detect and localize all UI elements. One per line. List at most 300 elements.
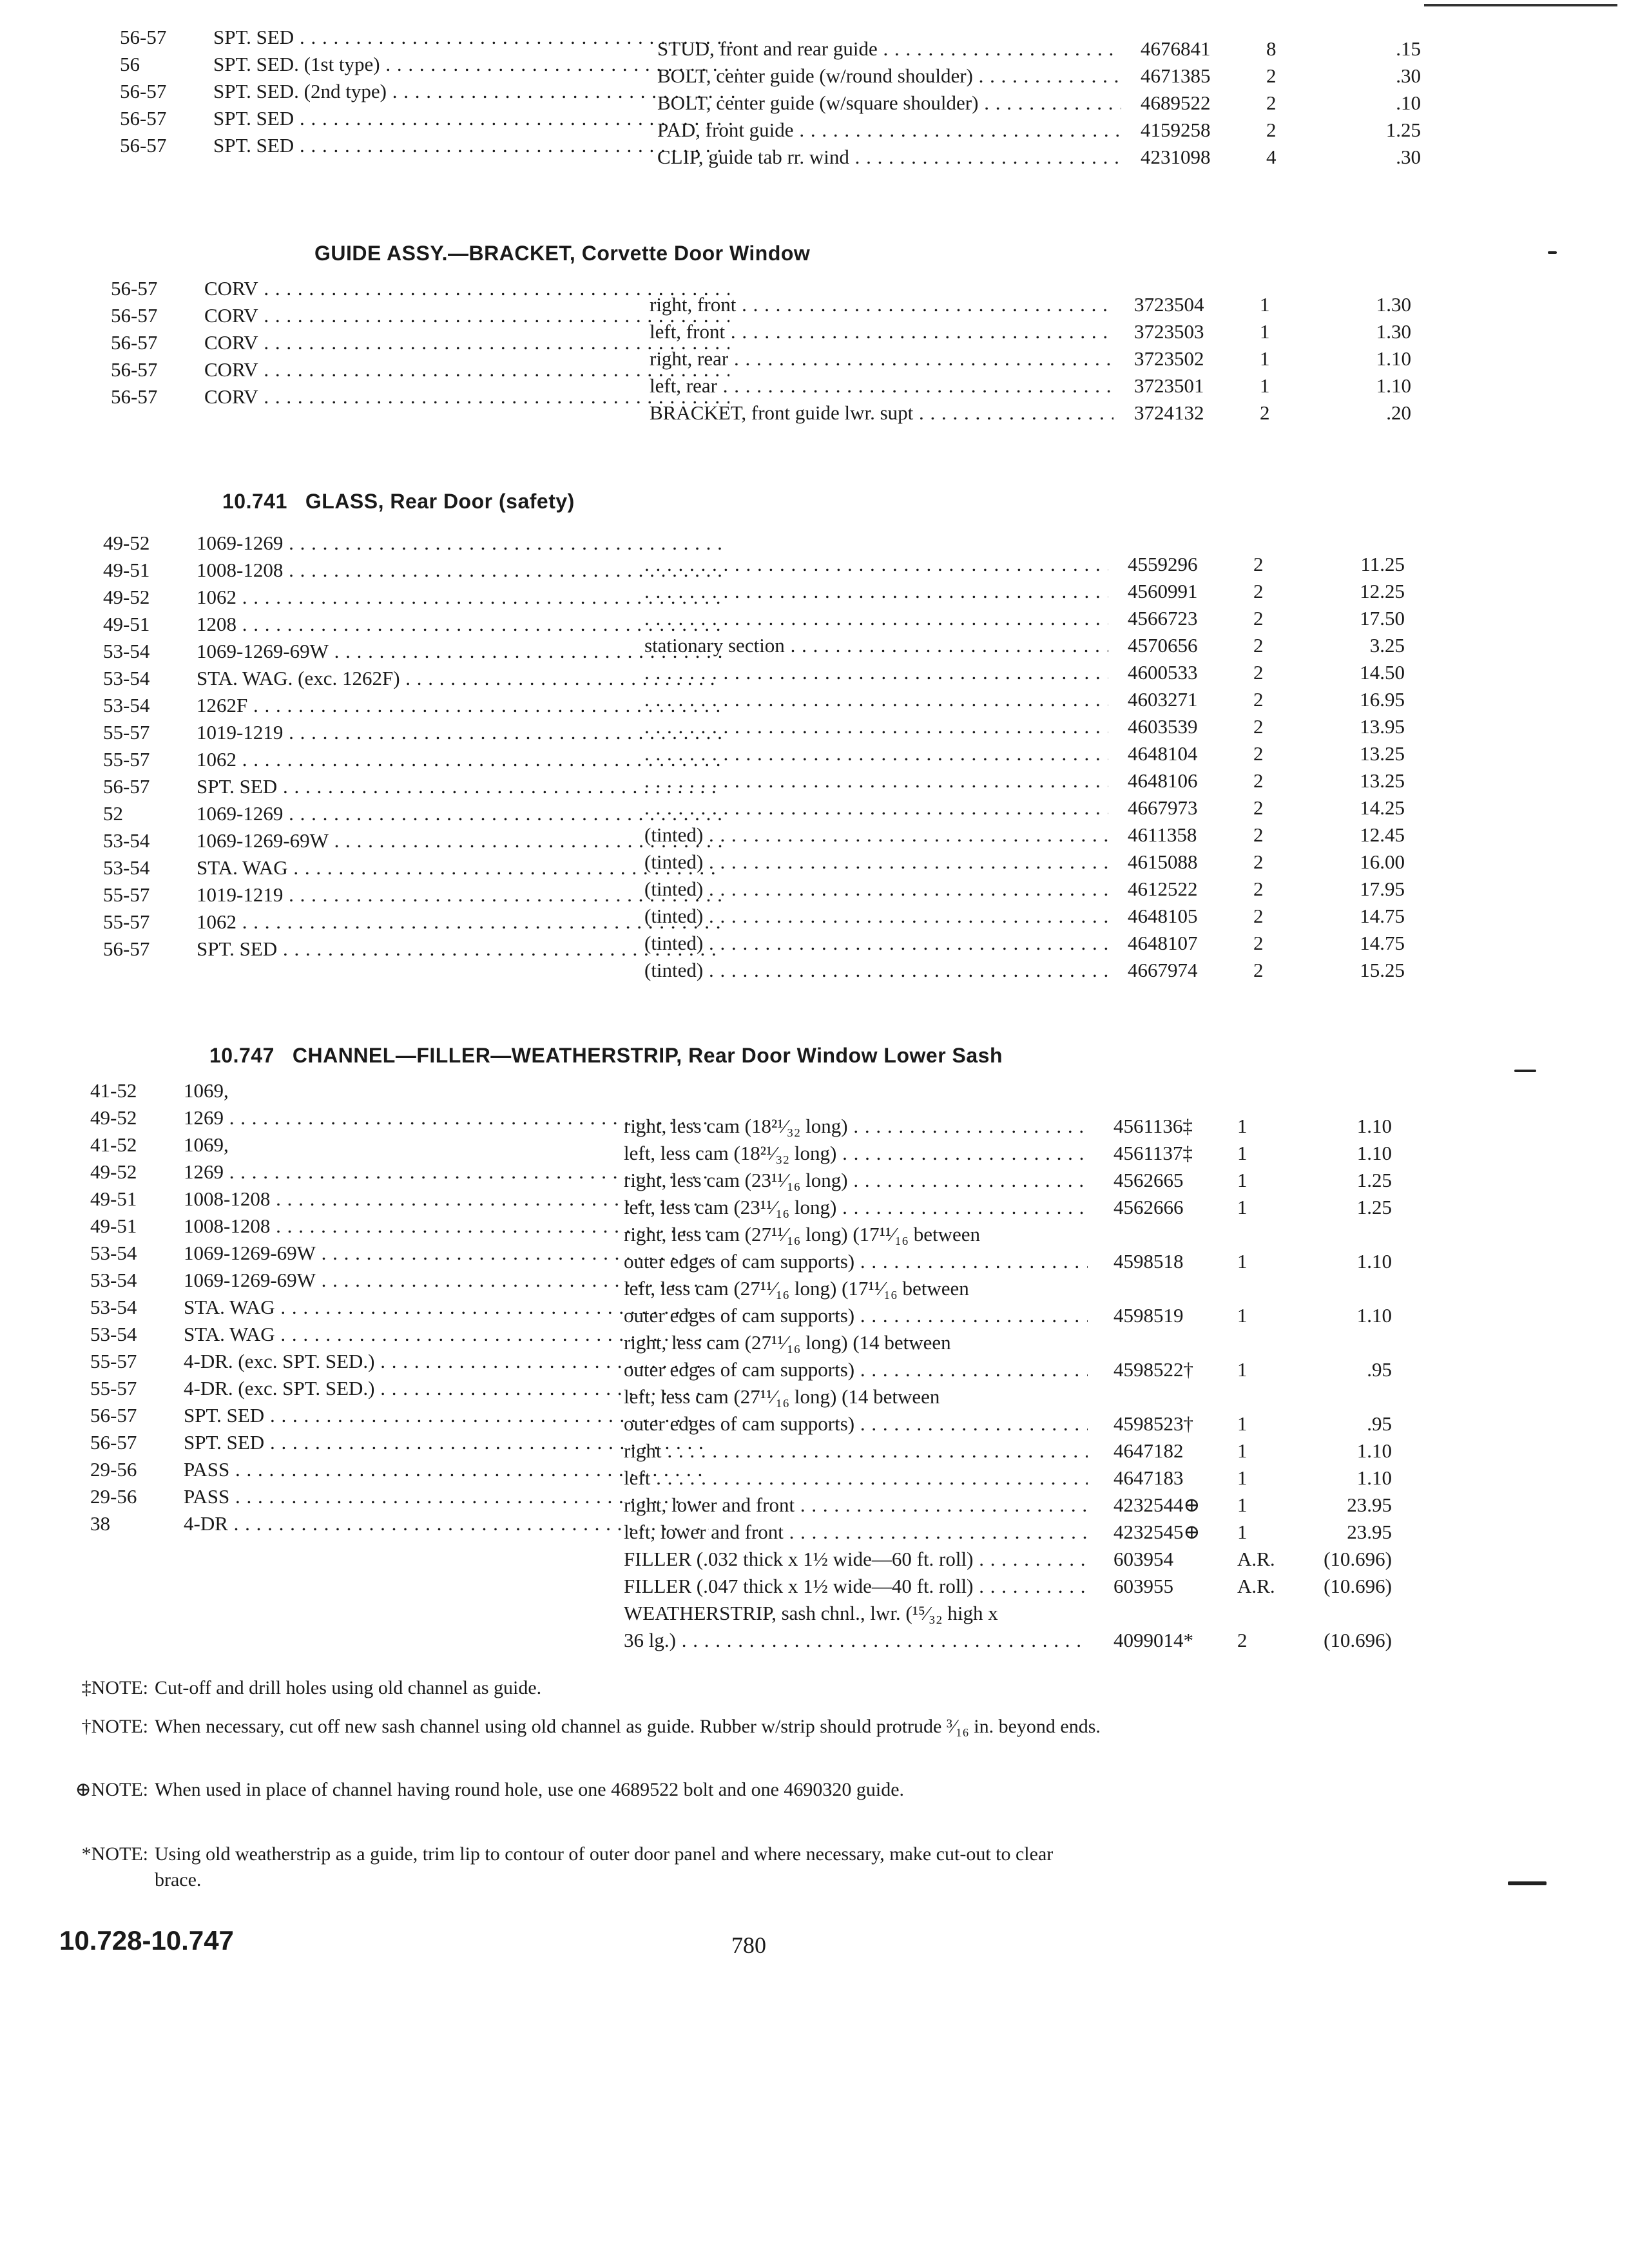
- part-row: [0, 1412, 1629, 1439]
- quantity: 2: [1253, 553, 1264, 575]
- year-range: 29-56: [90, 1458, 137, 1481]
- part-description: [644, 688, 1108, 711]
- part-number: 4615088: [1128, 850, 1198, 873]
- quantity: 2: [1253, 769, 1264, 792]
- part-description: BRACKET, front guide lwr. supt . . .: [650, 401, 1113, 425]
- part-row: [0, 1439, 1629, 1466]
- part-number: 4566723: [1128, 607, 1198, 629]
- year-range: 56-57: [120, 134, 167, 157]
- part-description: [644, 661, 1108, 684]
- price: 1.10: [1376, 347, 1411, 370]
- part-row: [0, 146, 1629, 173]
- part-number: 4232545⊕: [1113, 1521, 1200, 1543]
- part-number: 4562665: [1113, 1169, 1184, 1191]
- part-description: (tinted) . . .: [644, 823, 1108, 847]
- part-number: 4232544⊕: [1113, 1494, 1200, 1516]
- page-number: 780: [731, 1932, 766, 1958]
- model-name: 1069,: [184, 1079, 229, 1102]
- year-range: 53-54: [90, 1242, 137, 1264]
- model-name: STA. WAG . . .: [184, 1296, 709, 1319]
- model-name: SPT. SED . . .: [197, 937, 722, 961]
- part-row: [0, 580, 1629, 607]
- price: 14.75: [1360, 905, 1405, 927]
- part-row: [0, 661, 1629, 688]
- part-description: right, rear . . .: [650, 347, 1113, 370]
- model-name: CORV . . .: [204, 331, 729, 354]
- part-row: [0, 1304, 1629, 1331]
- part-row: [0, 1358, 1629, 1385]
- price: 23.95: [1347, 1521, 1392, 1543]
- quantity: 2: [1253, 661, 1264, 684]
- quantity: 1: [1260, 320, 1270, 343]
- part-number: 4612522: [1128, 878, 1198, 900]
- quantity: 2: [1253, 742, 1264, 765]
- year-range: 52: [103, 802, 123, 825]
- part-description: (tinted) . . .: [644, 878, 1108, 901]
- part-row: [0, 64, 1629, 91]
- quantity: A.R.: [1237, 1548, 1275, 1570]
- part-description: STUD, front and rear guide . . .: [657, 37, 1121, 61]
- part-description: left . . .: [624, 1466, 1088, 1490]
- part-number: 4560991: [1128, 580, 1198, 602]
- part-number: 4667974: [1128, 959, 1198, 981]
- part-row: [0, 823, 1629, 850]
- part-row: [0, 347, 1629, 374]
- model-name: PASS . . .: [184, 1458, 709, 1481]
- model-name: SPT. SED . . .: [197, 775, 722, 798]
- part-number: 603954: [1113, 1548, 1173, 1570]
- quantity: 1: [1237, 1196, 1248, 1218]
- quantity: 1: [1260, 293, 1270, 316]
- part-description: [644, 607, 1108, 630]
- part-row: [0, 1385, 1629, 1412]
- model-name: 1008-1208 . . .: [184, 1215, 709, 1238]
- part-row: [0, 688, 1629, 715]
- quantity: 1: [1237, 1521, 1248, 1543]
- year-range: 55-57: [103, 883, 150, 906]
- part-number: 4667973: [1128, 796, 1198, 819]
- part-number: 4648106: [1128, 769, 1198, 792]
- model-name: STA. WAG. (exc. 1262F) . . .: [197, 667, 722, 690]
- part-number: 4648105: [1128, 905, 1198, 927]
- section-heading: [222, 490, 575, 514]
- part-number: 3723504: [1134, 293, 1204, 316]
- section-title: GLASS, Rear Door (safety): [305, 490, 575, 513]
- quantity: 1: [1237, 1494, 1248, 1516]
- year-range: 41-52: [90, 1133, 137, 1156]
- model-name: 4-DR. (exc. SPT. SED.) . . .: [184, 1377, 709, 1400]
- price: 1.10: [1356, 1466, 1392, 1489]
- part-number: 4570656: [1128, 634, 1198, 657]
- part-description: BOLT, center guide (w/round shoulder) . . .: [657, 64, 1121, 88]
- price: 1.10: [1356, 1304, 1392, 1327]
- model-name: 1208 . . .: [197, 613, 722, 636]
- part-row: [0, 1142, 1629, 1169]
- quantity: 2: [1253, 580, 1264, 602]
- year-range: 49-52: [90, 1106, 137, 1129]
- part-row: [0, 1277, 1629, 1304]
- quantity: 2: [1253, 796, 1264, 819]
- year-range: 49-52: [103, 586, 150, 608]
- quantity: 2: [1266, 64, 1277, 87]
- year-range: 53-54: [103, 694, 150, 716]
- quantity: 2: [1253, 850, 1264, 873]
- part-number: 4603271: [1128, 688, 1198, 711]
- price: .20: [1386, 401, 1411, 424]
- part-number: 603955: [1113, 1575, 1173, 1597]
- model-name: SPT. SED . . .: [213, 134, 738, 157]
- model-name: CORV . . .: [204, 304, 729, 327]
- part-row: [0, 1331, 1629, 1358]
- part-description: left, front . . .: [650, 320, 1113, 343]
- price: 17.50: [1360, 607, 1405, 629]
- price: 12.45: [1360, 823, 1405, 846]
- price: 13.95: [1360, 715, 1405, 738]
- quantity: 2: [1253, 932, 1264, 954]
- part-number: 4561136‡: [1113, 1115, 1193, 1137]
- price: 23.95: [1347, 1494, 1392, 1516]
- part-row: [0, 905, 1629, 932]
- part-row: [0, 374, 1629, 401]
- part-row: [0, 878, 1629, 905]
- part-number: 4559296: [1128, 553, 1198, 575]
- part-number: 4689522: [1141, 91, 1211, 114]
- part-number: 4647183: [1113, 1466, 1184, 1489]
- part-description: [644, 769, 1108, 793]
- year-range: 56-57: [111, 358, 158, 381]
- part-description: right, less cam (27¹¹⁄₁₆ long) (14 between: [624, 1331, 951, 1354]
- footnote-text: When necessary, cut off new sash channel using old channel as guide. Rubber w/strip should protrude ³⁄₁₆ in. beyond ends.: [155, 1716, 1101, 1737]
- edge-mark: [1514, 1070, 1536, 1072]
- year-range: 53-54: [103, 856, 150, 879]
- price: .95: [1367, 1412, 1392, 1435]
- part-row: [0, 401, 1629, 428]
- part-number: 4671385: [1141, 64, 1211, 87]
- year-range: 55-57: [90, 1350, 137, 1372]
- part-description: [644, 580, 1108, 603]
- part-number: 4600533: [1128, 661, 1198, 684]
- quantity: 1: [1237, 1304, 1248, 1327]
- price: 1.10: [1356, 1439, 1392, 1462]
- year-range: 55-57: [103, 721, 150, 744]
- part-number: 4648107: [1128, 932, 1198, 954]
- part-number: 4598522†: [1113, 1358, 1193, 1381]
- part-description: 36 lg.) . . .: [624, 1629, 1088, 1652]
- part-row: [0, 1169, 1629, 1196]
- price: 1.25: [1385, 119, 1421, 141]
- part-number: 4598518: [1113, 1250, 1184, 1273]
- section-number: 10.741: [222, 490, 287, 513]
- footnote-marker: *NOTE:: [81, 1843, 148, 1865]
- quantity: 1: [1237, 1466, 1248, 1489]
- year-range: 53-54: [90, 1323, 137, 1345]
- price: 11.25: [1360, 553, 1405, 575]
- quantity: 2: [1253, 634, 1264, 657]
- part-description: left, rear . . .: [650, 374, 1113, 398]
- year-range: 56-57: [120, 107, 167, 130]
- model-name: 1269 . . .: [184, 1160, 709, 1184]
- part-row: [0, 1223, 1629, 1250]
- part-description: outer edges of cam supports) . . .: [624, 1412, 1088, 1436]
- model-name: 1008-1208 . . .: [184, 1187, 709, 1211]
- part-description: right, less cam (18²¹⁄₃₂ long) . . .: [624, 1115, 1088, 1138]
- part-row: [0, 1548, 1629, 1575]
- quantity: 2: [1266, 119, 1277, 141]
- part-number: 4611358: [1128, 823, 1197, 846]
- year-range: 38: [90, 1512, 110, 1535]
- year-range: 56-57: [111, 277, 158, 300]
- part-number: 4099014*: [1113, 1629, 1193, 1651]
- year-range: 49-51: [103, 613, 150, 635]
- model-name: 1269 . . .: [184, 1106, 709, 1129]
- quantity: A.R.: [1237, 1575, 1275, 1597]
- model-name: 1069-1269-69W . . .: [184, 1269, 709, 1292]
- part-description: CLIP, guide tab rr. wind . . .: [657, 146, 1121, 169]
- price: (10.696): [1324, 1575, 1392, 1597]
- year-range: 49-51: [90, 1215, 137, 1237]
- price: .95: [1367, 1358, 1392, 1381]
- part-row: [0, 293, 1629, 320]
- model-name: 4-DR . . .: [184, 1512, 709, 1535]
- year-range: 56-57: [90, 1404, 137, 1427]
- part-row: [0, 769, 1629, 796]
- quantity: 2: [1266, 91, 1277, 114]
- year-range: 49-52: [103, 532, 150, 554]
- part-row: [0, 634, 1629, 661]
- model-name: SPT. SED . . .: [184, 1404, 709, 1427]
- footnote-text: Using old weatherstrip as a guide, trim lip to contour of outer door panel and where necessary, make cut-out to clear brace.: [155, 1843, 1054, 1890]
- section-title: CHANNEL—FILLER—WEATHERSTRIP, Rear Door Window Lower Sash: [292, 1044, 1003, 1067]
- part-row: [0, 1196, 1629, 1223]
- part-row: [0, 1115, 1629, 1142]
- footnote: [52, 1841, 1115, 1899]
- part-row: [0, 553, 1629, 580]
- year-range: 49-52: [90, 1160, 137, 1183]
- footnote: [52, 1714, 1115, 1772]
- part-description: FILLER (.032 thick x 1½ wide—60 ft. roll) . . .: [624, 1548, 1088, 1571]
- price: 16.95: [1360, 688, 1405, 711]
- part-description: [644, 553, 1108, 576]
- part-row: [0, 37, 1629, 64]
- year-range: 41-52: [90, 1079, 137, 1102]
- year-range: 53-54: [103, 667, 150, 689]
- price: 1.25: [1356, 1196, 1392, 1218]
- part-number: 3723501: [1134, 374, 1204, 397]
- price: 15.25: [1360, 959, 1405, 981]
- part-row: [0, 932, 1629, 959]
- price: 16.00: [1360, 850, 1405, 873]
- price: 1.10: [1356, 1142, 1392, 1164]
- part-row: [0, 1629, 1629, 1656]
- year-range: 56-57: [111, 331, 158, 354]
- year-range: 56-57: [111, 385, 158, 408]
- price: .15: [1396, 37, 1421, 60]
- price: 14.50: [1360, 661, 1405, 684]
- model-name: CORV . . .: [204, 277, 729, 300]
- year-range: 53-54: [103, 640, 150, 662]
- part-number: 4598519: [1113, 1304, 1184, 1327]
- model-name: SPT. SED. (2nd type) . . .: [213, 80, 738, 103]
- part-row: [0, 1494, 1629, 1521]
- model-name: 1069,: [184, 1133, 229, 1156]
- model-name: 1019-1219 . . .: [197, 721, 722, 744]
- part-description: (tinted) . . .: [644, 932, 1108, 955]
- model-name: PASS . . .: [184, 1485, 709, 1508]
- part-row: [0, 715, 1629, 742]
- part-description: (tinted) . . .: [644, 959, 1108, 982]
- model-name: SPT. SED . . .: [184, 1431, 709, 1454]
- price: 12.25: [1360, 580, 1405, 602]
- part-description: right . . .: [624, 1439, 1088, 1463]
- top-rule: [1424, 4, 1617, 6]
- part-number: 3723502: [1134, 347, 1204, 370]
- model-name: 4-DR. (exc. SPT. SED.) . . .: [184, 1350, 709, 1373]
- price: (10.696): [1324, 1548, 1392, 1570]
- part-number: 4647182: [1113, 1439, 1184, 1462]
- part-description: right, less cam (23¹¹⁄₁₆ long) . . .: [624, 1169, 1088, 1192]
- quantity: 1: [1260, 374, 1270, 397]
- part-row: [0, 850, 1629, 878]
- year-range: 56-57: [120, 26, 167, 48]
- model-name: 1062 . . .: [197, 586, 722, 609]
- part-row: [0, 1521, 1629, 1548]
- part-row: [0, 607, 1629, 634]
- quantity: 1: [1237, 1358, 1248, 1381]
- year-range: 53-54: [103, 829, 150, 852]
- part-description: left, less cam (27¹¹⁄₁₆ long) (14 between: [624, 1385, 940, 1408]
- part-row: [0, 119, 1629, 146]
- year-range: 49-51: [90, 1187, 137, 1210]
- footnote-text: When used in place of channel having round hole, use one 4689522 bolt and one 4690320 guide.: [155, 1779, 905, 1800]
- part-description: outer edges of cam supports) . . .: [624, 1304, 1088, 1327]
- part-number: 4562666: [1113, 1196, 1184, 1218]
- part-number: 4231098: [1141, 146, 1211, 168]
- quantity: 1: [1237, 1412, 1248, 1435]
- price: 1.10: [1356, 1115, 1392, 1137]
- price: (10.696): [1324, 1629, 1392, 1651]
- part-number: 4603539: [1128, 715, 1198, 738]
- part-row: [0, 1250, 1629, 1277]
- model-name: 1069-1269 . . .: [197, 802, 722, 825]
- year-range: 53-54: [90, 1269, 137, 1291]
- model-name: CORV . . .: [204, 385, 729, 408]
- part-description: BOLT, center guide (w/square shoulder) . . .: [657, 91, 1121, 115]
- part-number: 4598523†: [1113, 1412, 1193, 1435]
- footnote-marker: ‡NOTE:: [81, 1677, 148, 1698]
- price: 1.30: [1376, 320, 1411, 343]
- quantity: 2: [1253, 823, 1264, 846]
- part-description: [644, 796, 1108, 820]
- part-description: FILLER (.047 thick x 1½ wide—40 ft. roll) . . .: [624, 1575, 1088, 1598]
- part-description: right, less cam (27¹¹⁄₁₆ long) (17¹¹⁄₁₆ between: [624, 1223, 981, 1245]
- price: 1.30: [1376, 293, 1411, 316]
- quantity: 2: [1253, 688, 1264, 711]
- price: 3.25: [1369, 634, 1405, 657]
- quantity: 1: [1237, 1169, 1248, 1191]
- year-range: 56-57: [90, 1431, 137, 1454]
- year-range: 56-57: [120, 80, 167, 102]
- quantity: 2: [1237, 1629, 1248, 1651]
- section-number: 10.747: [209, 1044, 275, 1067]
- footnote-marker: †NOTE:: [81, 1716, 148, 1737]
- model-name: SPT. SED . . .: [213, 107, 738, 130]
- year-range: 53-54: [90, 1296, 137, 1318]
- price: 1.25: [1356, 1169, 1392, 1191]
- footnote-text: Cut-off and drill holes using old channel as guide.: [155, 1677, 542, 1698]
- quantity: 4: [1266, 146, 1277, 168]
- part-number: 4561137‡: [1113, 1142, 1193, 1164]
- part-number: 4159258: [1141, 119, 1211, 141]
- model-name: 1008-1208 . . .: [197, 559, 722, 582]
- part-description: PAD, front guide . . .: [657, 119, 1121, 142]
- model-name: 1262F . . .: [197, 694, 722, 717]
- part-description: outer edges of cam supports) . . .: [624, 1358, 1088, 1381]
- part-description: [644, 742, 1108, 765]
- part-number: 3724132: [1134, 401, 1204, 424]
- quantity: 1: [1237, 1115, 1248, 1137]
- section-title: GUIDE ASSY.—BRACKET, Corvette Door Window: [314, 242, 811, 265]
- part-number: 3723503: [1134, 320, 1204, 343]
- year-range: 55-57: [103, 910, 150, 933]
- quantity: 2: [1253, 878, 1264, 900]
- part-row: [0, 1466, 1629, 1494]
- edge-mark: [1508, 1881, 1547, 1885]
- model-name: 1069-1269-69W . . .: [184, 1242, 709, 1265]
- model-name: 1069-1269-69W . . .: [197, 640, 722, 663]
- model-name: STA. WAG . . .: [184, 1323, 709, 1346]
- footnote-marker: ⊕NOTE:: [75, 1779, 148, 1800]
- quantity: 2: [1253, 715, 1264, 738]
- price: .10: [1396, 91, 1421, 114]
- price: 17.95: [1360, 878, 1405, 900]
- part-row: [0, 1602, 1629, 1629]
- model-name: 1069-1269-69W . . .: [197, 829, 722, 852]
- section-range-code: 10.728-10.747: [59, 1925, 234, 1956]
- quantity: 8: [1266, 37, 1277, 60]
- part-description: left, less cam (27¹¹⁄₁₆ long) (17¹¹⁄₁₆ between: [624, 1277, 969, 1300]
- edge-mark: [1548, 251, 1557, 254]
- quantity: 2: [1253, 959, 1264, 981]
- part-description: WEATHERSTRIP, sash chnl., lwr. (¹⁵⁄₃₂ high x: [624, 1602, 998, 1624]
- year-range: 55-57: [90, 1377, 137, 1399]
- year-range: 49-51: [103, 559, 150, 581]
- model-name: 1062 . . .: [197, 910, 722, 934]
- model-name: SPT. SED. (1st type) . . .: [213, 53, 738, 76]
- price: .30: [1396, 64, 1421, 87]
- price: .30: [1396, 146, 1421, 168]
- model-name: STA. WAG . . .: [197, 856, 722, 879]
- part-row: [0, 320, 1629, 347]
- quantity: 1: [1237, 1439, 1248, 1462]
- quantity: 1: [1260, 347, 1270, 370]
- part-number: 4648104: [1128, 742, 1198, 765]
- part-row: [0, 742, 1629, 769]
- part-description: right, front . . .: [650, 293, 1113, 316]
- model-name: 1069-1269 . . .: [197, 532, 722, 555]
- section-heading: [209, 1044, 1003, 1068]
- year-range: 56: [120, 53, 140, 75]
- year-range: 56-57: [103, 937, 150, 960]
- part-description: stationary section . . .: [644, 634, 1108, 657]
- part-row: [0, 796, 1629, 823]
- quantity: 2: [1253, 905, 1264, 927]
- part-description: left, less cam (18²¹⁄₃₂ long) . . .: [624, 1142, 1088, 1165]
- quantity: 1: [1237, 1250, 1248, 1273]
- part-description: [644, 715, 1108, 738]
- part-number: 4676841: [1141, 37, 1211, 60]
- model-name: 1019-1219 . . .: [197, 883, 722, 907]
- quantity: 1: [1237, 1142, 1248, 1164]
